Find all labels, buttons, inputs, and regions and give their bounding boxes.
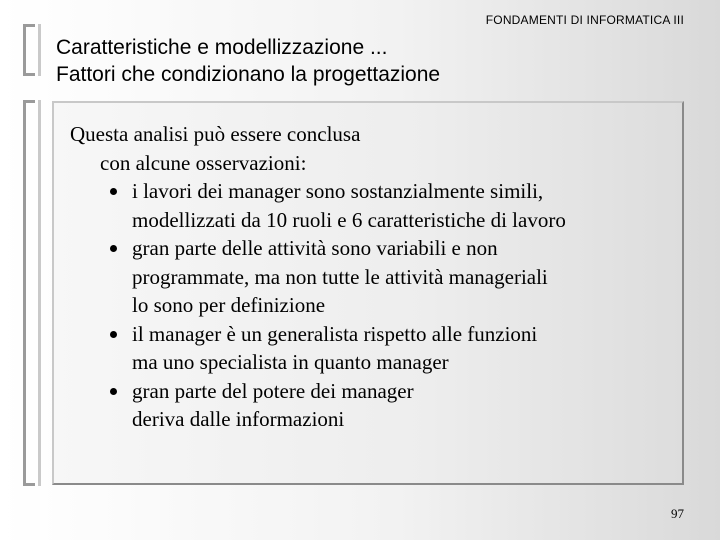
intro-line-2: con alcune osservazioni: — [100, 150, 307, 175]
bullet-item — [132, 377, 670, 434]
slide-title — [56, 34, 440, 88]
bullet-dot-icon — [110, 331, 117, 338]
bullet-line: lo sono per definizione — [132, 293, 326, 317]
bullet-item — [132, 320, 670, 377]
bullet-dot-icon — [110, 388, 117, 395]
bullet-dot-icon — [110, 245, 117, 252]
bullet-line: il manager è un generalista rispetto alle funzioni — [132, 321, 538, 346]
bullet-line: gran parte delle attività sono variabili e non — [132, 236, 498, 260]
slide-body — [70, 120, 670, 434]
bullet-item — [132, 177, 670, 234]
intro-line-1: Questa analisi può essere conclusa — [70, 122, 361, 146]
intro-paragraph — [70, 120, 670, 177]
slide-title-line-2: Fattori che condizionano la progettazione — [56, 63, 441, 86]
course-header: FONDAMENTI DI INFORMATICA III — [485, 13, 684, 27]
page-number: 97 — [671, 506, 684, 521]
bullet-line: ma uno specialista in quanto manager — [132, 350, 449, 374]
title-bracket-decoration — [23, 24, 35, 76]
slide-title-line-1: Caratteristiche e modellizzazione ... — [56, 36, 388, 59]
bullet-line: modellizzati da 10 ruoli e 6 caratteristiche di lavoro — [132, 207, 566, 232]
bullet-list — [70, 177, 670, 434]
bullet-item — [132, 234, 670, 320]
bullet-line: programmate, ma non tutte le attività manageriali — [132, 264, 548, 289]
bullet-line: i lavori dei manager sono sostanzialmente simili, — [132, 179, 544, 203]
bullet-line: deriva dalle informazioni — [132, 407, 345, 431]
body-bracket-decoration — [23, 100, 35, 486]
bullet-dot-icon — [110, 188, 117, 195]
bullet-line: gran parte del potere dei manager — [132, 378, 414, 403]
